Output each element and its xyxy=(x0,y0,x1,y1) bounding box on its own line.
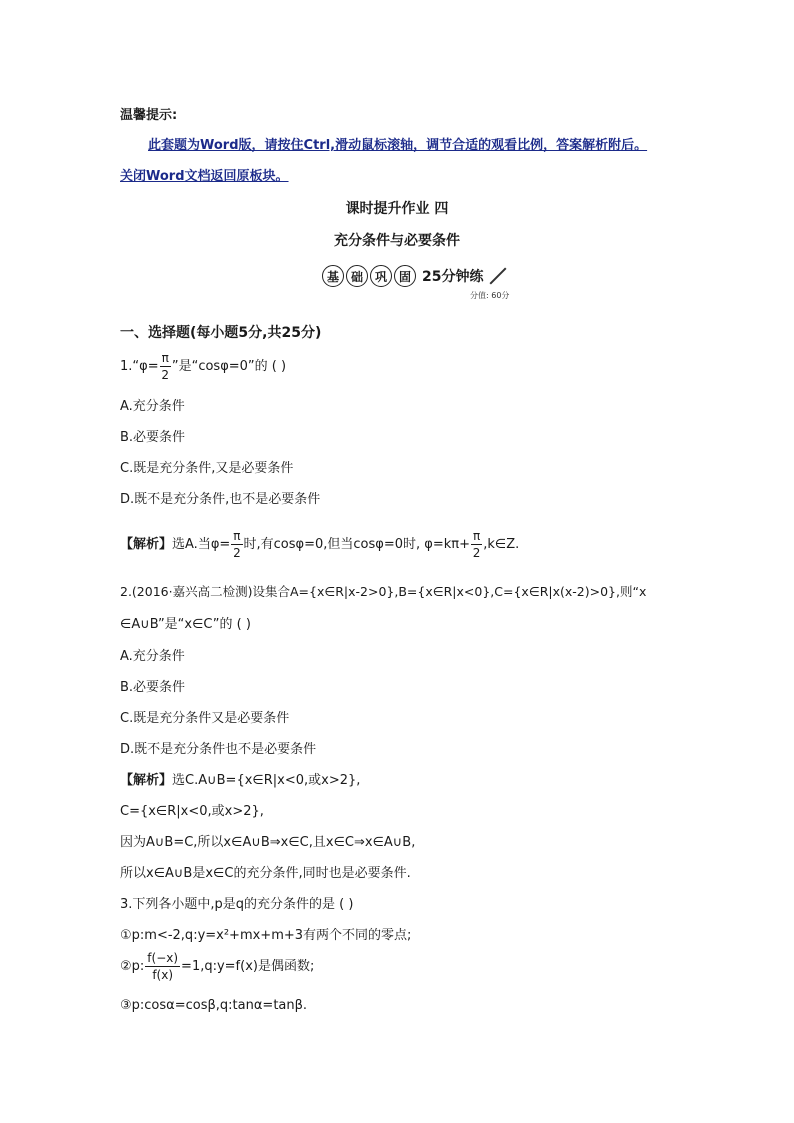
banner-char-4: 固 xyxy=(394,265,416,287)
q2-analysis-text-1: 选C.A∪B={x∈R|x<0,或x>2}, xyxy=(172,773,361,788)
q1-analysis xyxy=(120,530,519,559)
q1-analysis-frac-1-den: 2 xyxy=(233,546,241,560)
q1-analysis-frac-2 xyxy=(471,530,482,559)
basic-banner xyxy=(322,264,509,288)
q1-analysis-a: 选A.当φ= xyxy=(172,537,231,552)
q1-fraction xyxy=(160,352,171,381)
q1-stem-pre: 1.“φ= xyxy=(120,359,159,374)
banner-time: 25分钟练 xyxy=(422,269,484,285)
page-title: 课时提升作业 四 xyxy=(345,201,449,217)
q3-item-2-post: =1,q:y=f(x)是偶函数; xyxy=(181,959,315,974)
tip-title: 温馨提示: xyxy=(120,108,178,123)
q3-item-2-den: f(x) xyxy=(152,968,174,982)
q2-analysis-line-1 xyxy=(120,769,360,788)
q2-analysis-line-4: 所以x∈A∪B是x∈C的充分条件,同时也是必要条件. xyxy=(120,866,411,881)
q3-item-3: ③p:cosα=cosβ,q:tanα=tanβ. xyxy=(120,998,308,1013)
q1-analysis-label: 【解析】 xyxy=(120,537,173,552)
q1-option-b: B.必要条件 xyxy=(120,430,186,445)
banner-char-1: 基 xyxy=(322,265,344,287)
q1-option-a: A.充分条件 xyxy=(120,399,185,414)
q1-analysis-frac-2-num: π xyxy=(473,529,481,543)
q3-item-1: ①p:m<-2,q:y=x²+mx+m+3有两个不同的零点; xyxy=(120,928,412,943)
q2-option-b: B.必要条件 xyxy=(120,680,186,695)
q2-option-d: D.既不是充分条件也不是必要条件 xyxy=(120,742,317,757)
q1-frac-den: 2 xyxy=(161,368,170,382)
q1-stem xyxy=(120,352,286,381)
q2-analysis-line-2: C={x∈R|x<0,或x>2}, xyxy=(120,804,264,819)
q2-analysis-label: 【解析】 xyxy=(120,773,173,788)
q3-item-2-num: f(−x) xyxy=(147,951,179,965)
banner-char-2: 础 xyxy=(346,265,368,287)
q1-analysis-frac-2-den: 2 xyxy=(472,546,481,560)
banner-char-3: 巩 xyxy=(370,265,392,287)
q1-analysis-frac-1-num: π xyxy=(233,529,241,543)
section-title: 一、选择题(每小题5分,共25分) xyxy=(120,325,322,341)
q1-option-c: C.既是充分条件,又是必要条件 xyxy=(120,461,294,476)
q3-item-2-fraction xyxy=(145,952,180,981)
q1-analysis-b: 时,有cosφ=0,但当cosφ=0时, φ=kπ+ xyxy=(243,537,470,552)
q3-stem: 3.下列各小题中,p是q的充分条件的是 ( ) xyxy=(120,897,354,912)
q1-analysis-frac-1 xyxy=(231,530,242,559)
q2-option-c: C.既是充分条件又是必要条件 xyxy=(120,711,290,726)
q2-stem-line-2: ∈A∪B”是“x∈C”的 ( ) xyxy=(120,617,251,632)
score-label: 分值: 60分 xyxy=(470,291,510,300)
q1-analysis-c: ,k∈Z. xyxy=(483,537,520,552)
q3-item-2-pre: ②p: xyxy=(120,959,145,974)
q2-option-a: A.充分条件 xyxy=(120,649,185,664)
pen-icon xyxy=(490,268,507,285)
q1-frac-num: π xyxy=(161,351,169,365)
tip-line-2: 关闭Word文档返回原板块。 xyxy=(120,169,289,184)
q3-item-2 xyxy=(120,952,314,981)
q1-stem-post: ”是“cosφ=0”的 ( ) xyxy=(171,359,287,374)
tip-line-1: 此套题为Word版，请按住Ctrl,滑动鼠标滚轴，调节合适的观看比例，答案解析附后。 xyxy=(148,138,648,153)
q2-analysis-line-3: 因为A∪B=C,所以x∈A∪B⇒x∈C,且x∈C⇒x∈A∪B, xyxy=(120,835,416,850)
q2-stem-line-1: 2.(2016·嘉兴高二检测)设集合A={x∈R|x-2>0},B={x∈R|x<0},C={x∈R|x(x-2)>0},则“x xyxy=(120,584,647,599)
q1-option-d: D.既不是充分条件,也不是必要条件 xyxy=(120,492,321,507)
page-subtitle: 充分条件与必要条件 xyxy=(334,233,460,249)
